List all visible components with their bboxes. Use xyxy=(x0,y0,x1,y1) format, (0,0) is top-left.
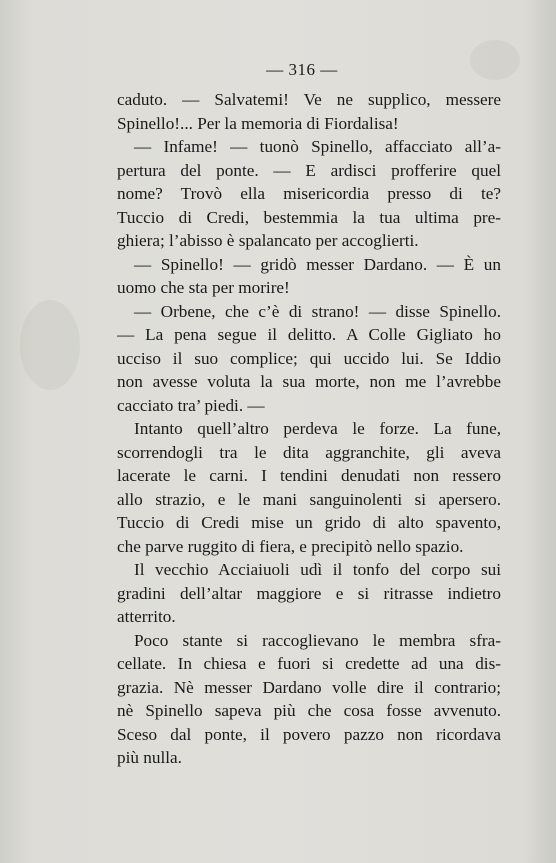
text-line: ucciso il suo complice; qui uccido lui. Se Iddio xyxy=(117,348,501,368)
text-line: cacciato tra’ piedi. — xyxy=(117,395,265,415)
paper-stain xyxy=(20,300,80,390)
text-line: che parve ruggito di fiera, e precipitò nello spazio. xyxy=(117,536,464,556)
text-line: atterrito. xyxy=(117,607,176,626)
text-line: Spinello!... Per la memoria di Fiordalisa! xyxy=(117,113,399,133)
text-line: scorrendogli tra le dita aggranchite, gli aveva xyxy=(117,442,501,462)
text-line: Tuccio di Credi, bestemmia la tua ultima pre- xyxy=(117,207,501,227)
text-line: allo strazio, e le mani sanguinolenti si apersero. xyxy=(117,489,501,509)
text-line: Poco stante si raccoglievano le membra sfra- xyxy=(134,630,501,650)
text-line: pertura del ponte. — E ardisci profferire quel xyxy=(117,160,501,180)
text-line: più nulla. xyxy=(117,748,182,767)
text-line: lacerate le carni. I tendini denudati non ressero xyxy=(117,466,501,485)
text-line: Intanto quell’altro perdeva le forze. La fune, xyxy=(134,419,501,438)
text-line: uomo che sta per morire! xyxy=(117,278,290,297)
text-line: Il vecchio Acciaiuoli udì il tonfo del corpo sui xyxy=(134,560,501,579)
text-line: Tuccio di Credi mise un grido di alto spavento, xyxy=(117,513,501,532)
text-line: grazia. Nè messer Dardano volle dire il contrario; xyxy=(117,677,501,697)
text-line: non avesse voluta la sua morte, non me l’avrebbe xyxy=(117,372,501,391)
text-line: nè Spinello sapeva più che cosa fosse avvenuto. xyxy=(117,701,501,720)
text-line: cellate. In chiesa e fuori si credette ad una dis- xyxy=(117,654,501,673)
text-line: — La pena segue il delitto. A Colle Gigliato ho xyxy=(117,325,501,344)
text-line: — Spinello! — gridò messer Dardano. — È un xyxy=(134,254,501,274)
text-line: — Orbene, che c’è di strano! — disse Spinello. xyxy=(134,301,501,321)
page-number: — 316 — xyxy=(266,60,338,79)
text-line: Sceso dal ponte, il povero pazzo non ricordava xyxy=(117,724,501,744)
text-line: gradini dell’altar maggiore e si ritrasse indietro xyxy=(117,583,501,603)
body-text xyxy=(117,88,501,770)
text-line: — Infame! — tuonò Spinello, affacciato all’a- xyxy=(134,137,501,156)
text-line: nome? Trovò ella misericordia presso di te? xyxy=(117,184,501,203)
text-line: ghiera; l’abisso è spalancato per accoglierti. xyxy=(117,231,419,250)
text-line: caduto. — Salvatemi! Ve ne supplico, messere xyxy=(117,90,501,109)
